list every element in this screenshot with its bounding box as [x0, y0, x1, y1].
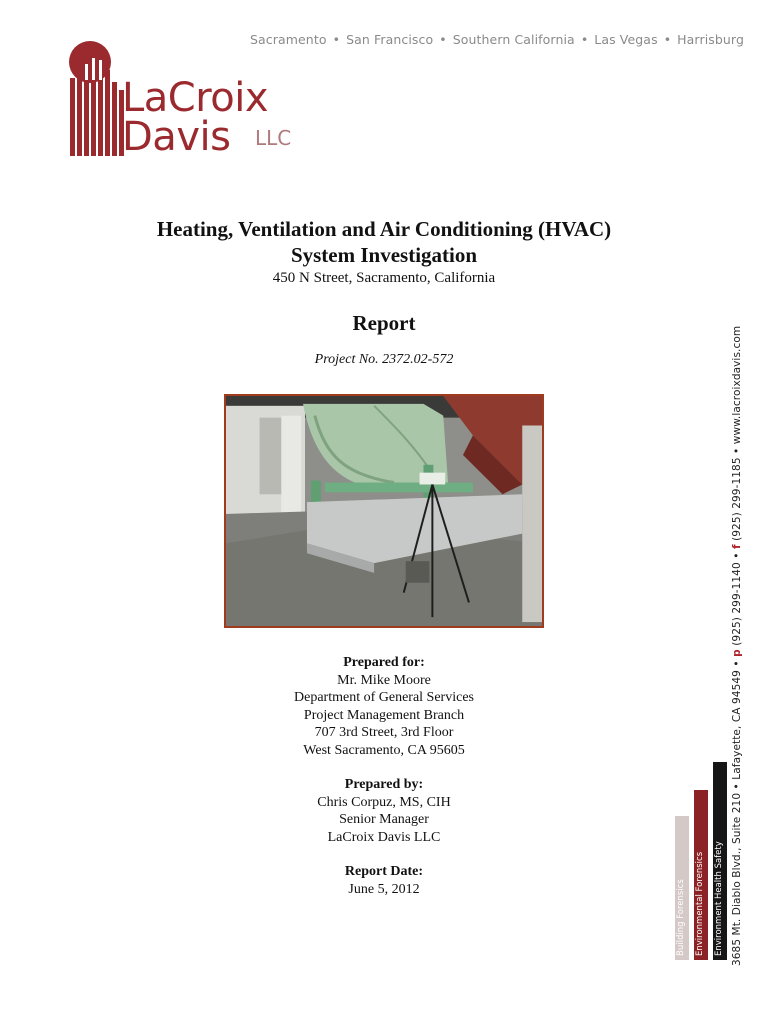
logo-text-davis: Davis — [122, 114, 231, 160]
report-details — [0, 654, 768, 898]
service-bar-environmental-forensics — [694, 790, 708, 960]
phone-prefix: p — [731, 649, 743, 657]
author-title: Senior Manager — [339, 812, 429, 827]
title-line-1: Heating, Ventilation and Air Conditioning (HVAC) — [156, 217, 612, 241]
contact-website: www.lacroixdavis.com — [731, 325, 743, 445]
prepared-for-label: Prepared for: — [343, 655, 425, 670]
report-title — [0, 216, 768, 268]
office-harrisburg: Harrisburg — [677, 32, 744, 47]
logo-text-lacroix: LaCroix — [122, 75, 269, 121]
service-label-building-forensics: Building Forensics — [676, 879, 686, 956]
client-street: 707 3rd Street, 3rd Floor — [314, 725, 454, 740]
service-label-environmental-forensics: Environmental Forensics — [695, 851, 705, 956]
prepared-by-label: Prepared by: — [344, 777, 424, 792]
contact-city: Lafayette, CA 94549 — [731, 670, 743, 780]
client-city: West Sacramento, CA 95605 — [303, 742, 465, 758]
report-date-value: June 5, 2012 — [348, 881, 420, 897]
fax-prefix: f — [731, 544, 743, 550]
office-san-francisco: San Francisco — [346, 32, 434, 47]
client-name: Mr. Mike Moore — [337, 672, 431, 688]
report-label: Report — [352, 311, 416, 335]
hvac-equipment-photo — [224, 394, 544, 628]
contact-phone: (925) 299-1140 — [731, 562, 743, 646]
report-date-label: Report Date: — [344, 864, 424, 879]
office-las-vegas: Las Vegas — [594, 32, 658, 47]
client-department: Department of General Services — [294, 690, 474, 705]
service-label-environment-health-safety: Environment Health Safety — [714, 841, 724, 956]
author-company: LaCroix Davis LLC — [327, 829, 441, 845]
office-locations: Sacramento • San Francisco • Southern California • Las Vegas • Harrisburg — [249, 32, 744, 47]
title-line-2: System Investigation — [290, 243, 478, 267]
project-number: Project No. 2372.02-572 — [314, 352, 454, 367]
contact-fax: (925) 299-1185 — [731, 457, 743, 541]
contact-address: 3685 Mt. Diablo Blvd., Suite 210 — [731, 792, 743, 966]
company-contact: 3685 Mt. Diablo Blvd., Suite 210 • Lafayette, CA 94549 • p (925) 299-1140 • f (925) 299-1185 • www.lacroixdavis.com — [731, 325, 743, 966]
logo-text-llc: LLC — [255, 126, 292, 150]
office-southern-california: Southern California — [452, 32, 575, 47]
service-bar-building-forensics — [675, 816, 689, 960]
service-bar-environment-health-safety — [713, 762, 727, 960]
client-branch: Project Management Branch — [303, 707, 465, 723]
author-name: Chris Corpuz, MS, CIH — [317, 794, 451, 810]
office-sacramento: Sacramento — [249, 32, 327, 47]
site-address: 450 N Street, Sacramento, California — [272, 270, 496, 286]
